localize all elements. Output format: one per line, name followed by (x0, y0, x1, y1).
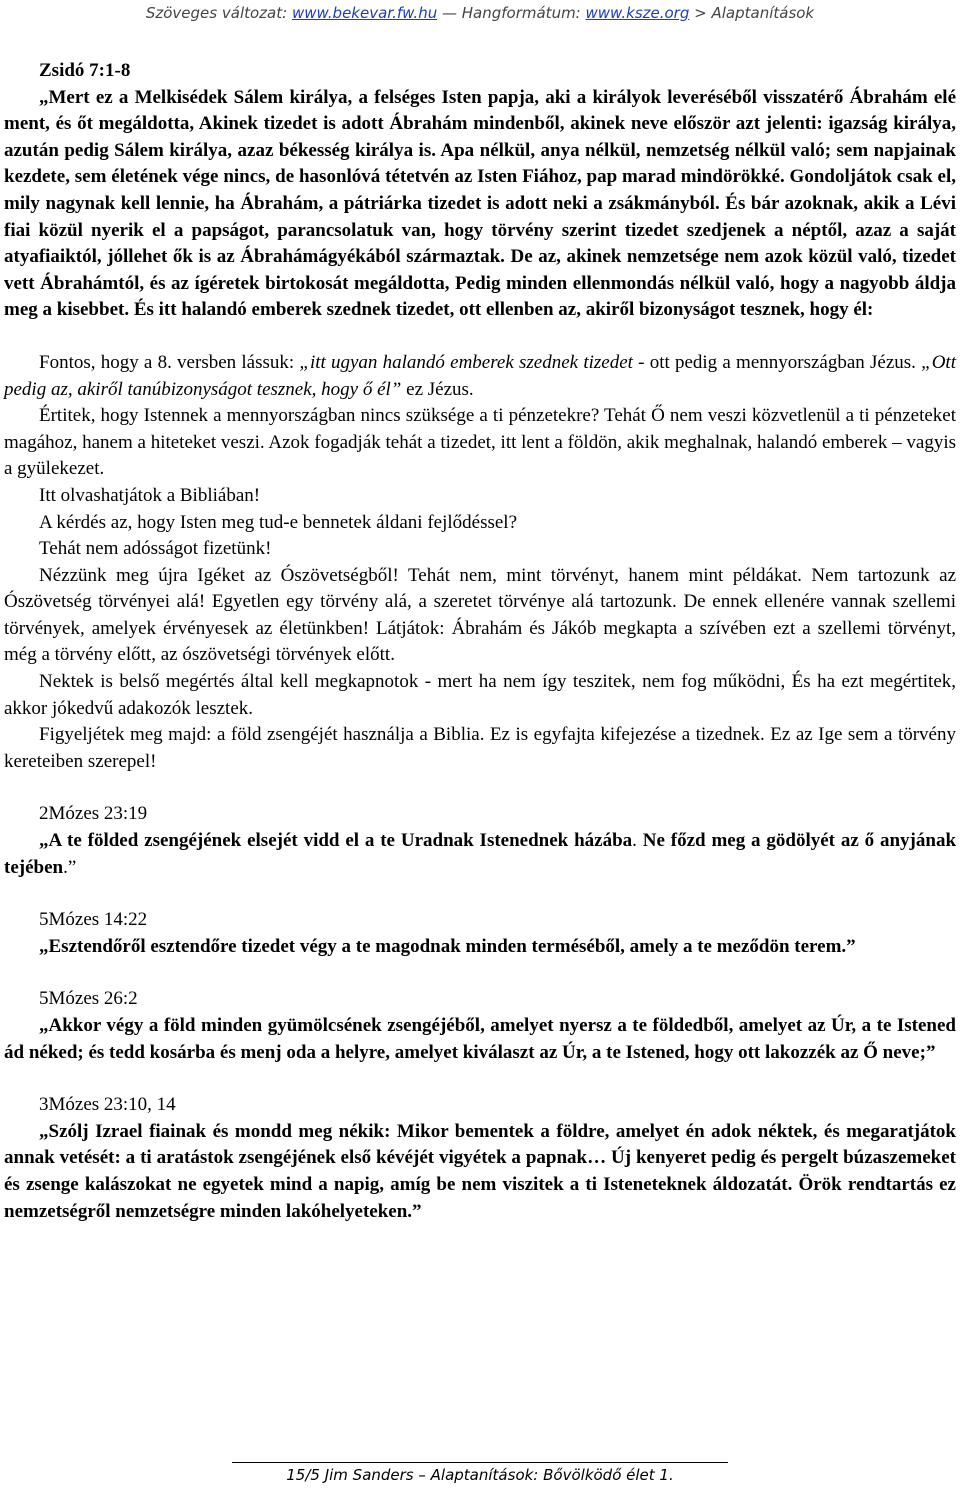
text-run: Fontos, hogy a 8. versben lássuk: (39, 351, 300, 373)
paragraph-fontos (4, 350, 956, 403)
bekevar-link[interactable]: www.bekevar.fw.hu (291, 4, 438, 22)
header-suffix: > Alaptanítások (689, 4, 815, 22)
scripture-ref-5mozes-26: 5Mózes 26:2 (39, 988, 138, 1010)
bold-run: Ne főzd meg a gödölyét az ő anyjának tejében (4, 830, 957, 878)
ksze-link[interactable]: www.ksze.org (585, 4, 690, 22)
spacer (4, 960, 956, 986)
paragraph-nezzunk: Nézzünk meg újra Igéket az Ószövetségből! Tehát nem, mint törvényt, hanem mint példákat. Nem tartozunk az Ószövetség törvényei alá! Egyetlen egy törvény alá, a szeretet törvénye alá tartozunk. De ennek ellenére vannak szellemi törvények, amelyek érvényesek az életünkben! Látjátok: Ábrahám és Jákób megkapta a szívében ezt a szellemi törvényt, még a törvény előtt, az ószövetségi törvények előtt. (4, 564, 956, 666)
text-run: - ott pedig a mennyországban Jézus. (632, 351, 922, 373)
page-footer: 15/5 Jim Sanders – Alaptanítások: Bővölködő élet 1. (286, 1466, 674, 1484)
text-run: ez Jézus. (401, 378, 474, 400)
paragraph-kerdes: A kérdés az, hogy Isten meg tud-e bennetek áldani fejlődéssel? (39, 511, 517, 533)
page-header (0, 4, 960, 22)
footer-divider (232, 1462, 728, 1463)
italic-quote: „itt ugyan halandó emberek szednek tizedet (299, 351, 633, 373)
paragraph-figyeljetek: Figyeljétek meg majd: a föld zsengéjét használja a Biblia. Ez is egyfajta kifejezése a tizednek. Ez az Ige sem a törvény kereteiben szerepel! (4, 724, 956, 772)
spacer (4, 324, 956, 350)
header-prefix: Szöveges változat: (145, 4, 292, 22)
text-run: . (632, 830, 643, 852)
paragraph-olvashatjatok: Itt olvashatjátok a Bibliában! (39, 484, 261, 506)
text-run: .” (63, 856, 77, 878)
scripture-ref-zsido: Zsidó 7:1-8 (39, 60, 131, 81)
spacer (4, 775, 956, 801)
scripture-quote-3mozes: „Szólj Izrael fiainak és mondd meg nékik: Mikor bementek a földre, amelyet én adok néktek, és megaratjátok annak vetését: a ti aratástok zsengéjének első kévéjét vigyétek a papnak… Új kenyeret pedig és pergelt búzaszemeket és zsenge kalászokat ne egyetek mind a napig, amíg be nem viszitek a ti Isteneteknek áldozatát. Örök rendtartás ez nemzetségről nemzetségre minden lakóhelyeteken.” (4, 1120, 956, 1222)
scripture-quote-5mozes-26: „Akkor végy a föld minden gyümölcsének zsengéjéből, amelyet nyersz a te földedből, amelyet az Úr, a te Istened ád néked; és tedd kosárba és menj oda a helyre, amelyet kiválaszt az Úr, a te Istened, hogy ott lakozzék az Ő neve;” (4, 1015, 956, 1063)
scripture-quote-zsido: „Mert ez a Melkisédek Sálem királya, a felséges Isten papja, aki a királyok leveréséből visszatérő Ábrahám elé ment, és őt megáldotta, Akinek tizedet is adott Ábrahám mindenből, akinek neve először azt jelenti: igazság királya, azután pedig Sálem királya, azaz békesség királya is. Apa nélkül, anya nélkül, nemzetség nélkül való; sem napjainak kezdete, sem életének vége nincs, de hasonlóvá tétetvén az Isten Fiához, pap marad mindörökké. Gondoljátok csak el, mily nagynak kell lennie, ha Ábrahám, a pátriárka tizedet is adott neki a zsákmányból. És bár azoknak, akik a Lévi fiai közül nyerik el a papságot, parancsolatuk van, hogy törvény szerint tizedet szedjenek a néptől, azaz a saját atyafiaiktól, jóllehet ők is az Ábrahámágyékából származtak. De az, akinek nemzetsége nem azok közül való, tizedet vett Ábrahámtól, és az ígéretek birtokosát megáldotta, Pedig minden ellenmondás nélkül való, hogy a nagyobb áldja meg a kisebbet. És itt halandó emberek szednek tizedet, ott ellenben az, akiről bizonyságot tesznek, hogy él: (4, 86, 956, 321)
spacer (4, 1066, 956, 1092)
scripture-ref-5mozes-14: 5Mózes 14:22 (39, 909, 148, 931)
document-body (4, 58, 956, 1225)
scripture-quote-5mozes-14: „Esztendőről esztendőre tizedet végy a te magodnak minden terméséből, amely a te meződön terem.” (39, 935, 856, 957)
scripture-ref-3mozes: 3Mózes 23:10, 14 (39, 1094, 176, 1116)
italic-quote: „Ott pedig az, akiről tanúbizonyságot tesznek, hogy ő él” (4, 351, 956, 400)
paragraph-ertitek: Értitek, hogy Istennek a mennyországban nincs szüksége a ti pénzetekre? Tehát Ő nem veszi közvetlenül a ti pénzeteket magához, hanem a hiteteket veszi. Azok fogadják tehát a tizedet, itt lent a földön, akik meghalnak, halandó emberek – vagyis a gyülekezet. (4, 405, 956, 480)
bold-run: „A te földed zsengéjének elsejét vidd el a te Uradnak Istenednek házába (39, 830, 633, 852)
paragraph-nektek: Nektek is belső megértés által kell megkapnotok - mert ha nem így teszitek, nem fog működni, És ha ezt megértitek, akkor jókedvű adakozók lesztek. (4, 671, 956, 719)
header-middle: — Hangformátum: (437, 4, 586, 22)
paragraph-adossag: Tehát nem adósságot fizetünk! (39, 538, 272, 560)
spacer (4, 881, 956, 907)
scripture-ref-2mozes: 2Mózes 23:19 (39, 803, 148, 825)
scripture-quote-2mozes (4, 828, 956, 881)
